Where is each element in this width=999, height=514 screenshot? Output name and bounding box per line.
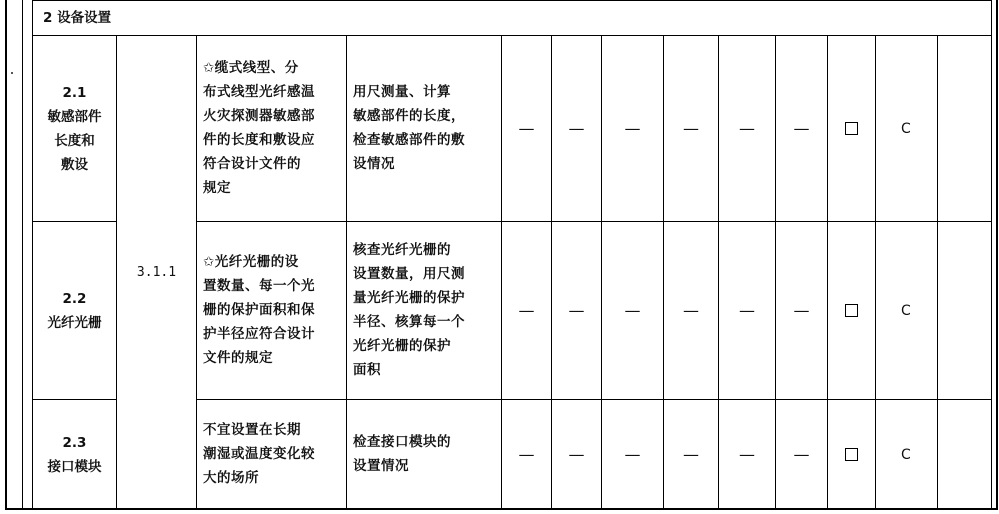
- dash-cell: —: [776, 222, 828, 400]
- blank-cell: [938, 400, 992, 510]
- requirement-line: 文件的规定: [203, 349, 273, 366]
- item-number: 2.1: [62, 84, 87, 101]
- checkbox-cell: [828, 222, 876, 400]
- requirement-line: ✩光纤光栅的设: [203, 253, 299, 270]
- item-name-line: 光纤光栅: [47, 314, 102, 331]
- clause-cell: 3.1.1: [117, 36, 197, 510]
- method-line: 用尺测量、计算: [353, 83, 451, 100]
- item-name-line: 敷设: [61, 156, 88, 173]
- method-line: 敏感部件的长度，: [353, 107, 465, 124]
- method-line: 设置情况: [353, 457, 409, 474]
- method-cell: [347, 222, 502, 400]
- method-line: 检查接口模块的: [353, 433, 451, 450]
- dash-cell: —: [776, 36, 828, 222]
- method-line: 设置数量，用尺测: [353, 265, 465, 282]
- dash-cell: —: [719, 400, 776, 510]
- item-name-line: 接口模块: [47, 458, 102, 475]
- dash-cell: —: [552, 36, 602, 222]
- section-header-row: [33, 1, 992, 36]
- requirement-cell: [197, 36, 347, 222]
- requirement-line: 符合设计文件的: [203, 155, 301, 172]
- requirement-line: 规定: [203, 179, 231, 196]
- requirement-line: 不宜设置在长期: [203, 421, 301, 438]
- requirement-line: 栅的保护面积和保: [203, 301, 315, 318]
- dash-cell: —: [502, 222, 552, 400]
- dash-cell: —: [602, 400, 664, 510]
- checkbox-cell: [828, 36, 876, 222]
- requirement-line: 大的场所: [203, 469, 259, 486]
- checkbox[interactable]: [845, 448, 858, 461]
- section-title: 2 设备设置: [33, 1, 992, 36]
- method-line: 量光纤光栅的保护: [353, 289, 465, 306]
- requirement-cell: [197, 400, 347, 510]
- requirement-line: 置数量、每一个光: [203, 277, 315, 294]
- requirement-line: 件的长度和敷设应: [203, 131, 315, 148]
- dash-cell: —: [552, 222, 602, 400]
- requirement-line: ✩缆式线型、分: [203, 59, 299, 76]
- item-number: 2.2: [62, 290, 87, 307]
- dash-cell: —: [664, 36, 719, 222]
- table-row: [33, 36, 992, 222]
- dash-cell: —: [502, 36, 552, 222]
- requirement-line: 护半径应符合设计: [203, 325, 315, 342]
- dash-cell: —: [502, 400, 552, 510]
- grade-cell: C: [876, 400, 938, 510]
- checkbox[interactable]: [845, 122, 858, 135]
- item-name-line: 长度和: [54, 132, 95, 149]
- checkbox[interactable]: [845, 304, 858, 317]
- dash-cell: —: [602, 222, 664, 400]
- method-cell: [347, 36, 502, 222]
- scan-speck: [11, 72, 13, 74]
- method-cell: [347, 400, 502, 510]
- checkbox-cell: [828, 400, 876, 510]
- dash-cell: —: [664, 222, 719, 400]
- requirement-line: 布式线型光纤感温: [203, 83, 315, 100]
- dash-cell: —: [719, 222, 776, 400]
- method-line: 光纤光栅的保护: [353, 337, 451, 354]
- item-cell: [33, 36, 117, 222]
- inspection-table: [32, 0, 992, 510]
- requirement-cell: [197, 222, 347, 400]
- blank-cell: [938, 222, 992, 400]
- item-name-line: 敏感部件: [47, 108, 102, 125]
- grade-cell: C: [876, 36, 938, 222]
- requirement-line: 潮湿或温度变化较: [203, 445, 315, 462]
- item-number: 2.3: [62, 434, 87, 451]
- method-line: 设情况: [353, 155, 395, 172]
- dash-cell: —: [552, 400, 602, 510]
- blank-cell: [938, 36, 992, 222]
- margin-rule: [22, 0, 23, 508]
- dash-cell: —: [602, 36, 664, 222]
- item-cell: [33, 222, 117, 400]
- grade-cell: C: [876, 222, 938, 400]
- method-line: 检查敏感部件的敷: [353, 131, 465, 148]
- requirement-line: 火灾探测器敏感部: [203, 107, 315, 124]
- item-cell: [33, 400, 117, 510]
- method-line: 半径、核算每一个: [353, 313, 465, 330]
- method-line: 核查光纤光栅的: [353, 241, 451, 258]
- method-line: 面积: [353, 361, 381, 378]
- dash-cell: —: [664, 400, 719, 510]
- dash-cell: —: [776, 400, 828, 510]
- dash-cell: —: [719, 36, 776, 222]
